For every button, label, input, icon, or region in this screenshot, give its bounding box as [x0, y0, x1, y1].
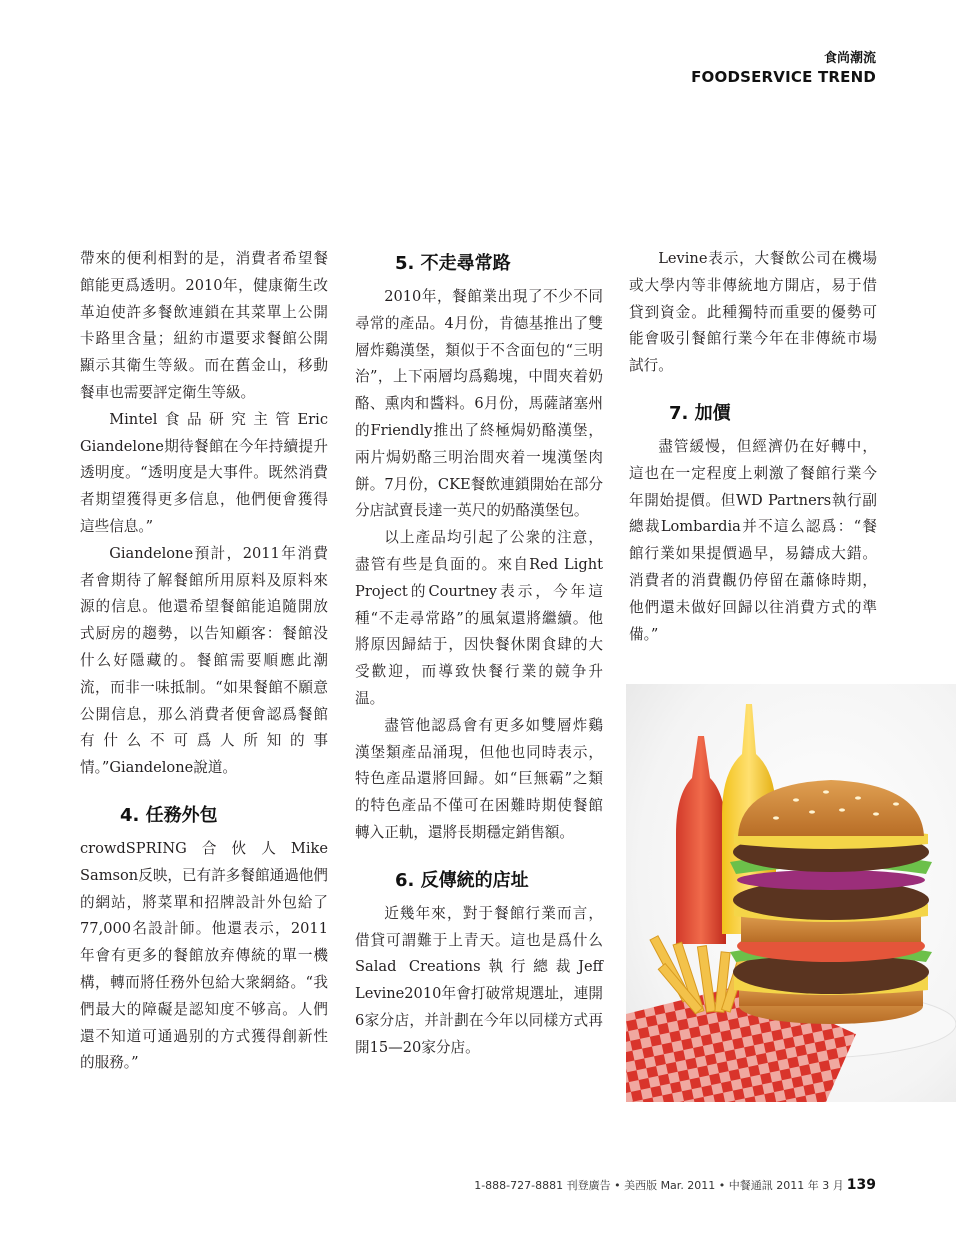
paragraph: 近幾年來，對于餐館行業而言，借貸可謂難于上青天。這也是爲什么Salad Creations執行總裁Jeff Levine2010年會打破常規選址，連開6家分店，并計劃在今年以同樣方式再開15—20家分店。 — [355, 904, 603, 1056]
footer-text: 1-888-727-8881 刊登廣告 • 美西版 Mar. 2011 • 中餐通訊 2011 年 3 月 — [474, 1179, 844, 1192]
section-heading-5: 5. 不走尋常路 — [395, 253, 511, 274]
paragraph: 2010年，餐館業出現了不少不同尋常的產品。4月份，肯德基推出了雙層炸鷄漢堡，類似于不含面包的“三明治”，上下兩層均爲鷄塊，中間夾着奶酪、熏肉和醬料。6月份，馬薩諸塞州的Friendly推出了終極焗奶酪漢堡，兩片焗奶酪三明治間夾着一塊漢堡肉餅。7月份，CKE餐飲連鎖開始在部分分店試賣長達一英尺的奶酪漢堡包。 — [355, 288, 603, 520]
paragraph: 以上產品均引起了公衆的注意，盡管有些是負面的。來自Red Light Project的Courtney表示，今年這種“不走尋常路”的風氣還將繼續。他將原因歸結于，因快餐休閑食肆的大受歡迎，而導致快餐行業的競争升温。 — [355, 529, 603, 707]
paragraph: 帶來的便利相對的是，消費者希望餐館能更爲透明。2010年，健康衛生改革迫使許多餐飲連鎖在其菜單上公開卡路里含量；紐約市還要求餐館公開顯示其衛生等級。而在舊金山，移動餐車也需要評定衛生等級。 — [80, 250, 328, 401]
page-number: 139 — [846, 1177, 876, 1193]
section-header — [691, 50, 876, 86]
burger-photo — [626, 684, 956, 1102]
paragraph: Levine表示，大餐飲公司在機場或大學内等非傳統地方開店，易于借貸到資金。此種獨特而重要的優勢可能會吸引餐館行業今年在非傳統市場試行。 — [629, 250, 877, 375]
page-footer — [474, 1177, 876, 1193]
paragraph: 盡管緩慢，但經濟仍在好轉中，這也在一定程度上刺激了餐館行業今年開始提價。但WD Partners執行副總裁Lombardia并不這么認爲：“餐館行業如果提價過早，易鑄成大錯。消費者的消費觀仍停留在蕭條時期，他們還未做好回歸以往消費方式的準備。” — [629, 437, 877, 643]
section-title-chinese: 食尚潮流 — [823, 51, 876, 66]
section-title-english: FOODSERVICE TREND — [691, 68, 876, 86]
column-1 — [80, 246, 328, 1077]
section-heading-4: 4. 任務外包 — [120, 804, 218, 826]
column-3 — [629, 246, 877, 648]
paragraph: 盡管他認爲會有更多如雙層炸鷄漢堡類產品涌現，但他也同時表示，特色產品還將回歸。如“巨無霸”之類的特色產品不僅可在困難時期使餐館轉入正軌，還將長期穩定銷售額。 — [355, 716, 603, 841]
column-2 — [355, 246, 603, 1062]
paragraph: Giandelone預計，2011年消費者會期待了解餐館所用原料及原料來源的信息。他還希望餐館能追隨開放式厨房的趨勢，以告知顧客：餐館没什么好隱藏的。餐館需要順應此潮流，而非一味抵制。“如果餐館不願意公開信息，那么消費者便會認爲餐館有什么不可爲人所知的事情。”Giandelone說道。 — [80, 544, 328, 777]
section-heading-6: 6. 反傳統的店址 — [395, 869, 529, 891]
paragraph: Mintel食品研究主管Eric Giandelone期待餐館在今年持續提升透明度。“透明度是大事件。既然消費者期望獲得更多信息，他們便會獲得這些信息。” — [80, 410, 328, 535]
paragraph: crowdSPRING合伙人Mike Samson反映，已有許多餐館通過他們的網站，將菜單和招牌設計外包給了77,000名設計師。他還表示，2011年會有更多的餐館放弃傳統的單一機構，轉而將任務外包給大衆網絡。“我們最大的障礙是認知度不够高。人們還不知道可通過别的方式獲得創新性的服務。” — [80, 839, 328, 1072]
section-heading-7: 7. 加價 — [669, 402, 731, 424]
